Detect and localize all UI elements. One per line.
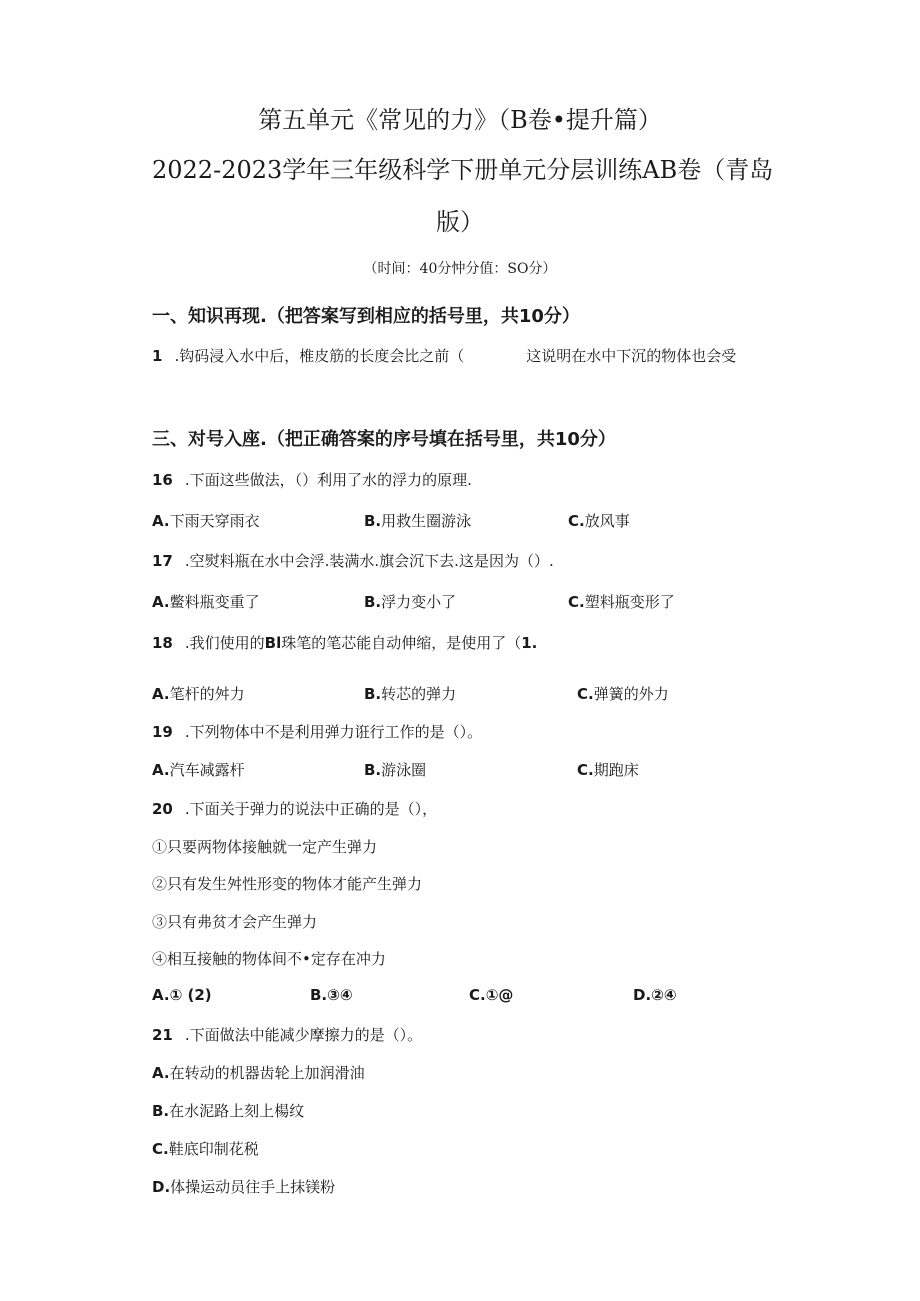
option-a: A.在转动的机器齿轮上加润滑油: [152, 1064, 365, 1082]
statement-3: ③只有弗贫才会产生弹力: [152, 913, 318, 931]
question-text-b: 这说明在水中下沉的物体也会受: [526, 347, 737, 365]
exam-meta: （时间：40分忡分值：SO分）: [363, 261, 557, 277]
question-text: .下列物体中不是利用弹力诳行工作的是（）。: [184, 723, 483, 741]
section-3-heading: 三、对号入座.（把正确答案的序号填在括号里，共10分）: [152, 429, 616, 450]
option-c: C.塑料瓶变形了: [568, 593, 675, 611]
option-c: C.鞋底印制花税: [152, 1140, 259, 1158]
option-b: B.③④: [310, 986, 353, 1004]
option-c: C.期跑床: [577, 761, 639, 779]
option-a: A.笔杆的舛力: [152, 685, 245, 703]
option-a: A.鳖料瓶变重了: [152, 593, 260, 611]
title-line-3: 版）: [436, 208, 484, 236]
option-c: C.①@: [469, 986, 514, 1004]
option-d: D.②④: [633, 986, 677, 1004]
question-number: 20: [152, 800, 173, 818]
option-c: C.弹簧的外力: [577, 685, 669, 703]
question-text: .下面这些做法，（）利用了水的浮力的原理.: [184, 471, 472, 489]
option-b: B.转芯的弹力: [364, 685, 457, 703]
question-1: [152, 345, 736, 366]
question-20: [152, 798, 437, 819]
question-text: .下面关于弹力的说法中正确的是（），: [184, 800, 438, 818]
title-line-2: 2022-2023学年三年级科学下册单元分层训练AB卷（青岛: [152, 156, 774, 184]
statement-1: ①只要两物体接触就一定产生弹力: [152, 838, 378, 856]
question-21: [152, 1024, 422, 1045]
question-number: 16: [152, 471, 173, 489]
question-number: 17: [152, 552, 173, 570]
question-number: 21: [152, 1026, 173, 1044]
option-b: B.用救生圈游泳: [364, 512, 472, 530]
option-a: A.汽车减露杆: [152, 761, 245, 779]
question-number: 1: [152, 347, 163, 365]
option-b: B.在水泥路上刻上楊纹: [152, 1102, 305, 1120]
option-a: A.① (2): [152, 986, 212, 1004]
title-line-1: 第五单元《常见的力》（B卷•提升篇）: [258, 106, 662, 134]
option-d: D.体操运动员往手上抹镁粉: [152, 1178, 336, 1196]
question-17: [152, 550, 554, 571]
section-1-heading: 一、知识再现.（把答案写到相应的括号里，共10分）: [152, 306, 580, 327]
question-18: 18 .我们使用的Bl珠笔的笔芯能自动伸缩，是使用了（1.: [152, 634, 538, 652]
question-number: 19: [152, 723, 173, 741]
option-a: A.下雨天穿雨衣: [152, 512, 260, 530]
statement-4: ④相互接触的物体间不•定存在冲力: [152, 950, 386, 968]
statement-2: ②只有发生舛性形变的物体才能产生弹力: [152, 875, 423, 893]
question-19: [152, 721, 482, 742]
option-b: B.游泳圈: [364, 761, 427, 779]
question-text: .下面做法中能减少摩擦力的是（）。: [184, 1026, 423, 1044]
question-number: 18: [152, 634, 173, 652]
question-16: [152, 469, 472, 490]
question-text-a: .钩码浸入水中后，椎皮筋的长度会比之前（: [174, 347, 465, 365]
option-b: B.浮力变小了: [364, 593, 457, 611]
option-c: C.放风事: [568, 512, 630, 530]
question-text: .空熨料瓶在水中会浮.装满水.旗会沉下去.这是因为（）.: [184, 552, 554, 570]
